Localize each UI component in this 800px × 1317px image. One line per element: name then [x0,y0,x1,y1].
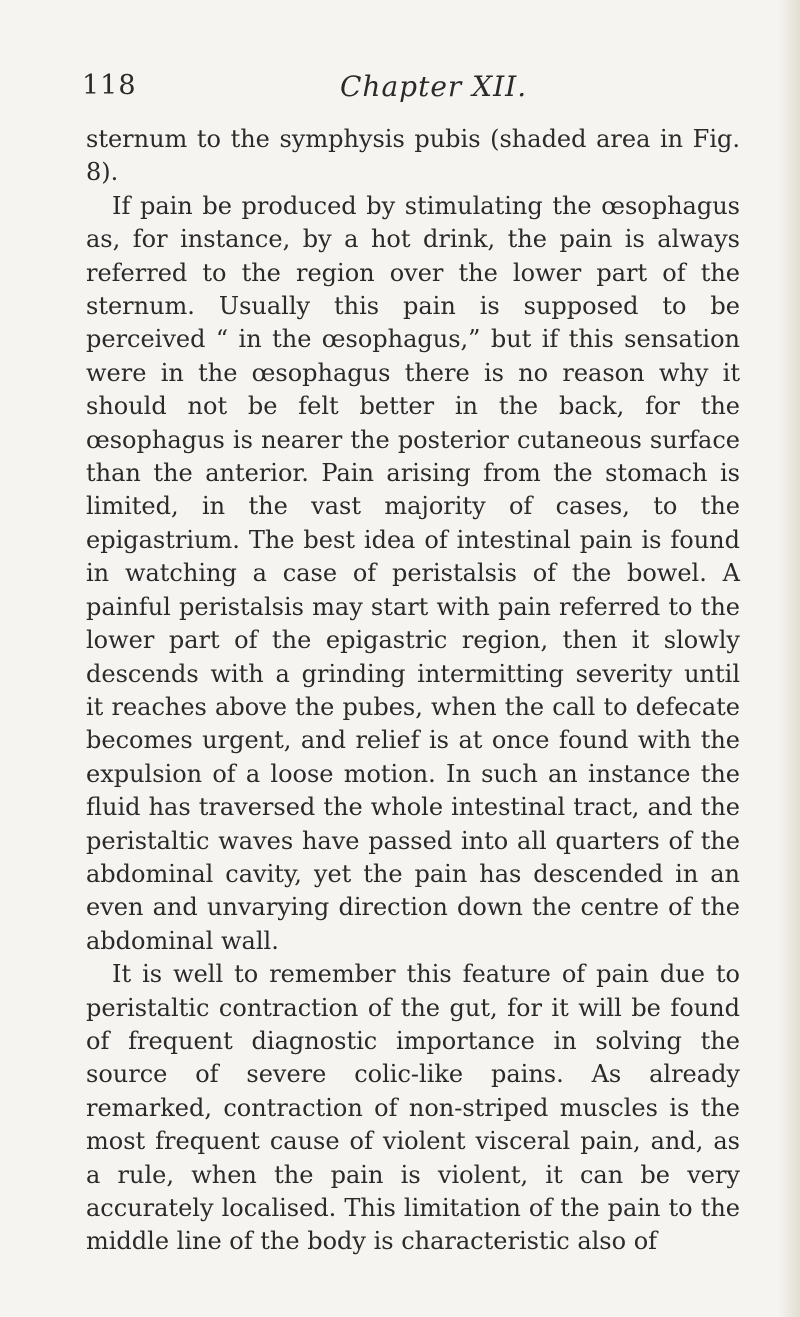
running-head: Chapter XII. [340,70,528,103]
paragraph-continued: sternum to the symphysis pubis (shaded area in Fig. 8). [86,125,740,187]
page-edge-shadow [778,0,800,1317]
paragraph: If pain be produced by stimulating the œsophagus as, for instance, by a hot drink, the pain is always referred to the region over the lower part of the sternum. Usually this pain is supposed to be perceived “ in the œsophagus,” but if this sensation were in the œsophagus there is no reason why it should not be felt better in the back, for the œsophagus is nearer the posterior cutaneous surface than the anterior. Pain arising from the stomach is limited, in the vast majority of cases, to the epigastrium. The best idea of intestinal pain is found in watching a case of peristalsis of the bowel. A painful peristalsis may start with pain referred to the lower part of the epigastric region, then it slowly descends with a grinding intermitting severity until it reaches above the pubes, when the call to defecate becomes urgent, and relief is at once found with the expulsion of a loose motion. In such an instance the fluid has traversed the whole intestinal tract, and the peristaltic waves have passed into all quarters of the abdominal cavity, yet the pain has descended in an even and unvarying direction down the centre of the abdominal wall. [86,191,740,955]
paragraph: It is well to remember this feature of pain due to peristaltic contraction of the gut, for it will be found of frequent diagnostic importance in solving the source of severe colic-like pains. As already remarked, contraction of non-striped muscles is the most frequent cause of violent visceral pain, and, as a rule, when the pain is violent, it can be very accurately localised. This limitation of the pain to the middle line of the body is characteristic also of [86,960,740,1256]
body-text [86,123,740,1259]
page-number: 118 [82,70,137,101]
